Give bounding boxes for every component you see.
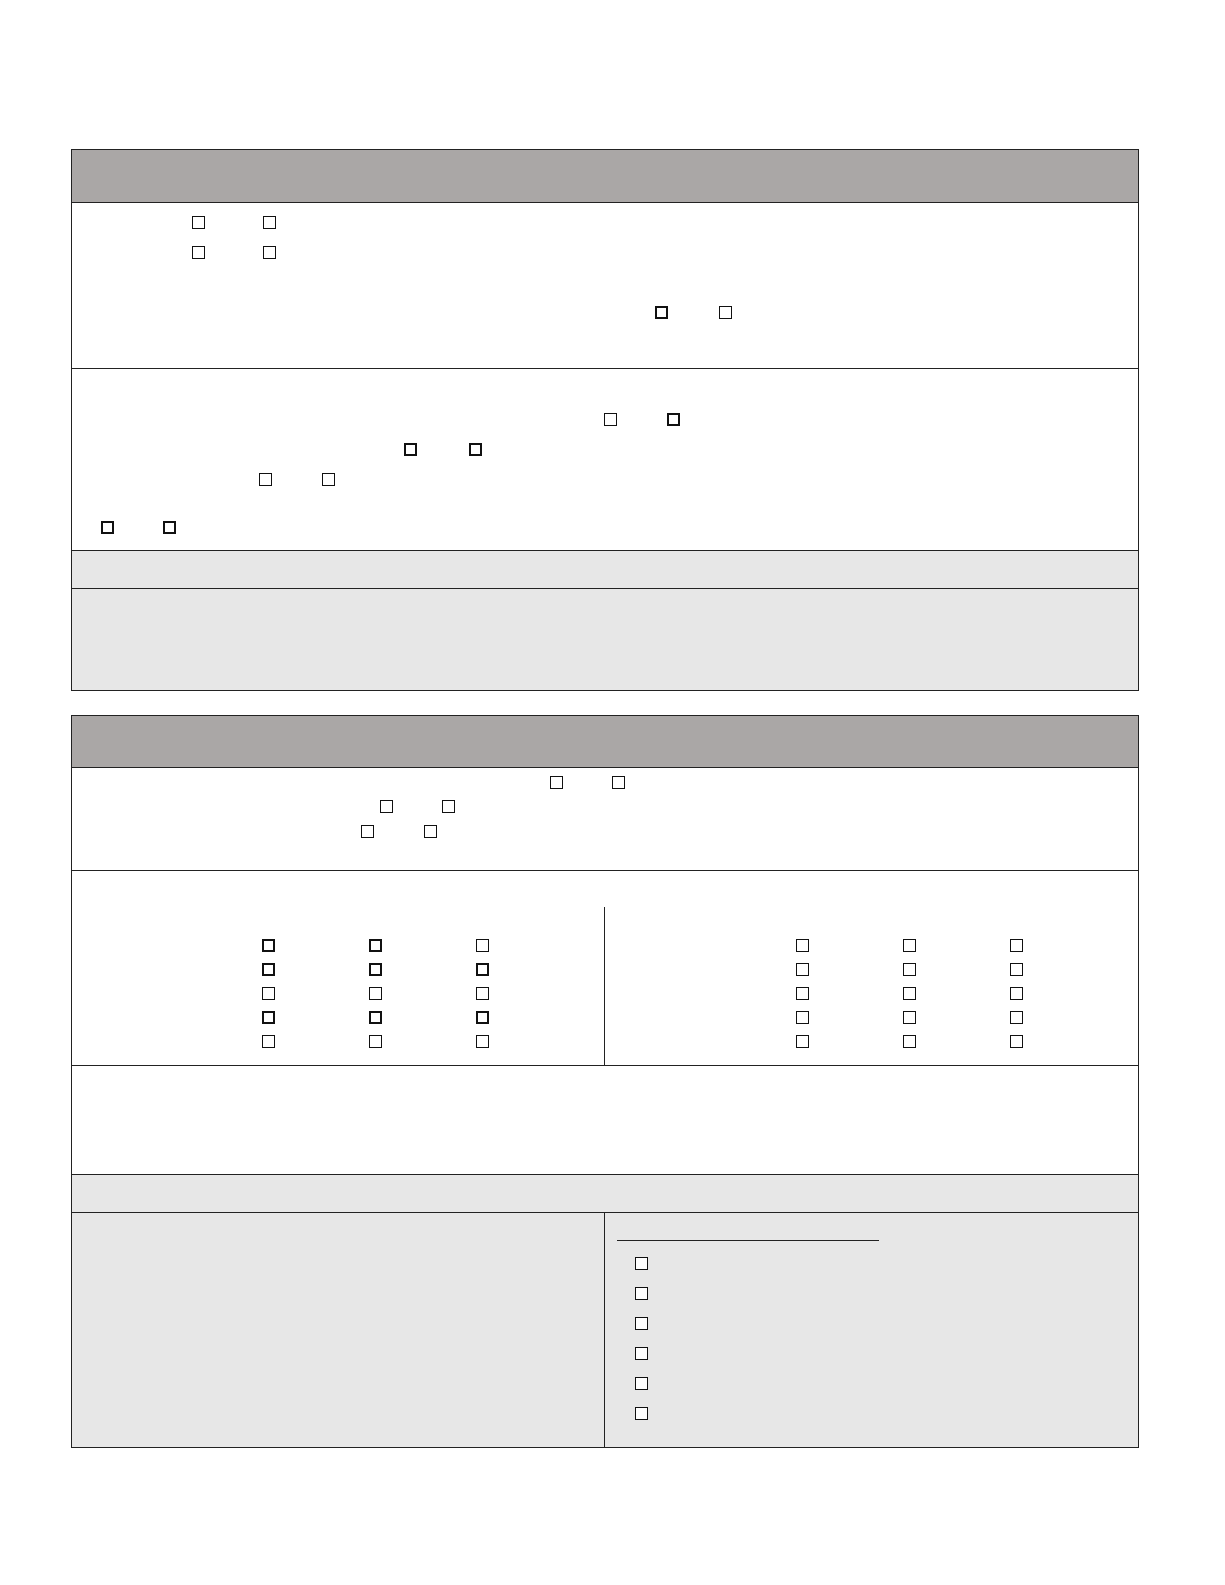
grid-right-r1-c1[interactable] [796,939,809,952]
grid-right-r4-c1[interactable] [796,1011,809,1024]
grid-left-r4-c2[interactable] [369,1011,382,1024]
grid-right-r4-c2[interactable] [903,1011,916,1024]
section-1-header [72,150,1138,203]
shaded-text-area[interactable] [72,589,1138,690]
grid-left-r1-c1[interactable] [262,939,275,952]
grid-right-r3-c3[interactable] [1010,987,1023,1000]
grid-right-r3-c2[interactable] [903,987,916,1000]
grid-right-r2-c1[interactable] [796,963,809,976]
grid-left-r2-c2[interactable] [369,963,382,976]
grid-right-r5-c3[interactable] [1010,1035,1023,1048]
option-checkbox-6[interactable] [635,1407,648,1420]
grid-right-r1-c3[interactable] [1010,939,1023,952]
grid-left-r4-c3[interactable] [476,1011,489,1024]
divider [72,870,1138,871]
shaded-options-area [605,1213,1138,1447]
option-checkbox-4[interactable] [635,1347,648,1360]
checkbox-b3-no[interactable] [322,473,335,486]
option-checkbox-5[interactable] [635,1377,648,1390]
grid-left-r1-c2[interactable] [369,939,382,952]
form-section-2 [71,715,1139,1448]
column-divider [604,907,605,1065]
grid-right-r5-c1[interactable] [796,1035,809,1048]
section-2-header [72,716,1138,768]
checkbox-c3-yes[interactable] [361,825,374,838]
checkbox-a3-yes[interactable] [655,306,668,319]
grid-right-r1-c2[interactable] [903,939,916,952]
shaded-row [72,551,1138,588]
column-divider [604,1213,605,1447]
grid-left-r4-c1[interactable] [262,1011,275,1024]
checkbox-c3-no[interactable] [424,825,437,838]
checkbox-a2-yes[interactable] [192,246,205,259]
shaded-text-area-left[interactable] [72,1213,604,1447]
checkbox-a1-no[interactable] [263,216,276,229]
checkbox-c1-yes[interactable] [550,776,563,789]
grid-right-r4-c3[interactable] [1010,1011,1023,1024]
checkbox-b4-no[interactable] [163,521,176,534]
checkbox-a2-no[interactable] [263,246,276,259]
checkbox-b3-yes[interactable] [259,473,272,486]
option-checkbox-3[interactable] [635,1317,648,1330]
form-section-1 [71,149,1139,691]
checkbox-b1-no[interactable] [667,413,680,426]
grid-left-r2-c1[interactable] [262,963,275,976]
checkbox-b2-yes[interactable] [404,443,417,456]
grid-left-r5-c1[interactable] [262,1035,275,1048]
checkbox-c1-no[interactable] [612,776,625,789]
checkbox-b2-no[interactable] [469,443,482,456]
grid-left-r3-c2[interactable] [369,987,382,1000]
checkbox-a3-no[interactable] [719,306,732,319]
options-heading-underline [617,1240,879,1241]
checkbox-b1-yes[interactable] [604,413,617,426]
divider [72,1065,1138,1066]
grid-left-r1-c3[interactable] [476,939,489,952]
grid-left-r5-c2[interactable] [369,1035,382,1048]
option-checkbox-1[interactable] [635,1257,648,1270]
option-checkbox-2[interactable] [635,1287,648,1300]
grid-left-r5-c3[interactable] [476,1035,489,1048]
grid-right-r2-c2[interactable] [903,963,916,976]
grid-right-r2-c3[interactable] [1010,963,1023,976]
grid-right-r5-c2[interactable] [903,1035,916,1048]
grid-right-r3-c1[interactable] [796,987,809,1000]
checkbox-c2-yes[interactable] [380,800,393,813]
grid-left-r3-c3[interactable] [476,987,489,1000]
divider [72,368,1138,369]
checkbox-c2-no[interactable] [442,800,455,813]
checkbox-a1-yes[interactable] [192,216,205,229]
checkbox-b4-yes[interactable] [101,521,114,534]
grid-left-r2-c3[interactable] [476,963,489,976]
shaded-row [72,1175,1138,1212]
grid-left-r3-c1[interactable] [262,987,275,1000]
